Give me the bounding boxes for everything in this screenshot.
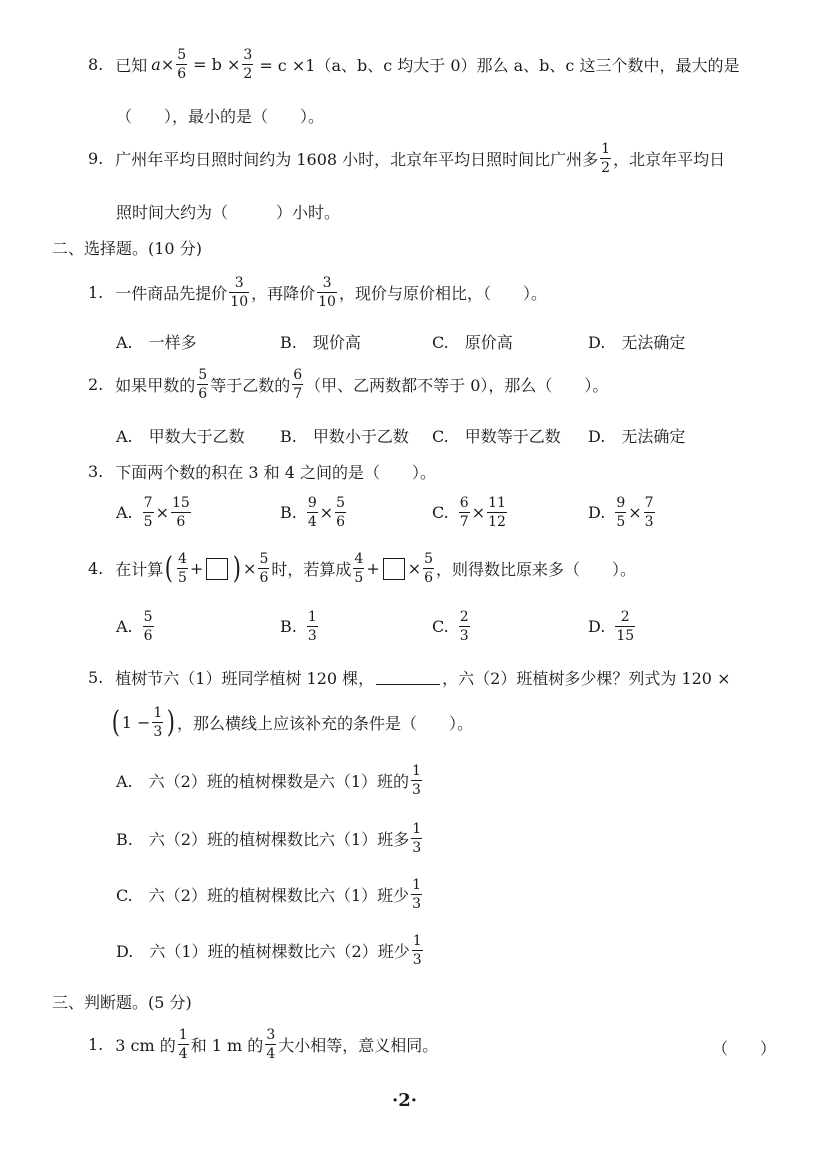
option-c <box>432 496 509 529</box>
question-text: ，则得数比原来多（ ）。 <box>436 560 637 579</box>
question-number: 3. <box>88 462 104 481</box>
option-b <box>280 496 348 529</box>
option-d <box>588 610 637 643</box>
option-letter: D. <box>588 503 606 522</box>
question-number: 8. <box>88 55 104 74</box>
option-d <box>116 934 425 967</box>
option-b <box>280 610 320 643</box>
fraction: $\frac{1}{3}$ <box>412 933 422 968</box>
option-a: A. 一样多 <box>116 333 197 352</box>
question-9 <box>88 142 725 175</box>
fraction: $\frac{9}{5}$ <box>616 495 626 530</box>
fraction: $\frac{3}{10}$ <box>318 275 336 310</box>
question-text: 时，若算成 <box>271 560 352 579</box>
fraction: $\frac{1}{3}$ <box>153 705 163 740</box>
choice-question-2 <box>88 368 608 401</box>
option-c <box>116 878 424 911</box>
option-letter: D. <box>588 617 606 636</box>
question-text: 一件商品先提价 <box>115 284 228 303</box>
choice-question-4 <box>88 552 636 585</box>
fraction: $\frac{1}{3}$ <box>412 877 422 912</box>
option-letter: A. <box>116 503 133 522</box>
option-b: B. 现价高 <box>280 333 361 352</box>
fraction: $\frac{6}{7}$ <box>459 495 469 530</box>
fraction: $\frac{7}{3}$ <box>644 495 654 530</box>
fraction: $\frac{1}{2}$ <box>601 141 611 176</box>
option-letter: B. <box>280 503 297 522</box>
fraction: $\frac{1}{3}$ <box>412 763 421 798</box>
times-sign: × <box>319 503 334 522</box>
answer-blanks: （ ），最小的是（ ）。 <box>116 107 325 126</box>
fraction: $\frac{7}{5}$ <box>143 495 153 530</box>
question-number: 1. <box>88 1035 104 1054</box>
question-text: 3 cm 的 <box>115 1036 176 1055</box>
question-text: ，六（2）班植树多少棵？列式为 120 × <box>442 669 731 688</box>
fraction: $\frac{5}{6}$ <box>143 609 153 644</box>
question-text: 广州年平均日照时间约为 1608 小时，北京年平均日照时间比广州多 <box>115 150 599 169</box>
times-sign: × <box>243 559 257 578</box>
answer-parens: （ ） <box>712 1039 777 1058</box>
option-letter: B. <box>280 617 297 636</box>
option-a: A. 甲数大于乙数 <box>116 427 245 446</box>
option-letter: A. <box>116 617 133 636</box>
blank-box <box>206 558 228 580</box>
fill-in-blank <box>376 670 440 685</box>
fraction: $\frac{1}{3}$ <box>412 821 422 856</box>
question-text: 下面两个数的积在 3 和 4 之间的是（ ）。 <box>115 463 436 482</box>
option-a <box>116 496 193 529</box>
question-text: 已知 <box>115 56 148 75</box>
option-a <box>116 610 156 643</box>
question-text: 在计算 <box>115 560 164 579</box>
choice-question-1 <box>88 276 547 309</box>
question-number: 1. <box>88 283 104 302</box>
page-number: ·2· <box>392 1090 418 1111</box>
question-text: = c ×1（a、b、c 均大于 0）那么 a、b、c 这三个数中，最大的是 <box>259 56 740 75</box>
question-9-line2 <box>116 200 340 223</box>
section-heading-choice: 二、选择题。(10 分) <box>52 239 202 258</box>
question-text: 大小相等，意义相同。 <box>278 1036 439 1055</box>
expression: 1 − <box>121 713 151 732</box>
option-c: C. 甲数等于乙数 <box>432 427 561 446</box>
option-letter: C. <box>432 617 449 636</box>
fraction: $\frac{1}{3}$ <box>307 609 317 644</box>
fraction: $\frac{4}{5}$ <box>178 551 187 586</box>
question-number: 5. <box>88 668 104 687</box>
times-sign: × <box>471 503 486 522</box>
question-text: ，再降价 <box>251 284 316 303</box>
question-8-line2 <box>116 104 324 127</box>
times-sign: × <box>628 503 642 522</box>
choice-question-5 <box>88 666 730 689</box>
fraction: $\frac{3}{10}$ <box>230 275 249 310</box>
question-text: 等于乙数的 <box>210 376 291 395</box>
question-text: 如果甲数的 <box>115 376 196 395</box>
judgement-question-1 <box>88 1028 438 1061</box>
left-paren: ( <box>111 704 120 740</box>
fraction: $\frac{3}{4}$ <box>266 1027 276 1062</box>
fraction: $\frac{5}{6}$ <box>424 551 434 586</box>
fraction: $\frac{2}{15}$ <box>616 609 635 644</box>
option-text: C. 六（2）班的植树棵数比六（1）班少 <box>116 886 410 905</box>
times-sign: × <box>155 503 169 522</box>
fraction: $\frac{2}{3}$ <box>459 609 469 644</box>
option-text: B. 六（2）班的植树棵数比六（1）班多 <box>116 830 410 849</box>
fraction: $\frac{3}{2}$ <box>243 47 253 82</box>
option-d: D. 无法确定 <box>588 333 686 352</box>
option-a <box>116 764 424 797</box>
fraction: $\frac{1}{4}$ <box>178 1027 188 1062</box>
fraction: $\frac{11}{12}$ <box>488 495 506 530</box>
option-d <box>588 496 657 529</box>
right-paren: ) <box>233 550 242 586</box>
choice-question-5-line2 <box>110 706 473 739</box>
times-sign: × <box>160 55 175 74</box>
plus-sign: + <box>366 559 380 578</box>
option-b <box>116 822 424 855</box>
question-text: 和 1 m 的 <box>190 1036 264 1055</box>
plus-sign: + <box>189 559 204 578</box>
left-paren: ( <box>165 550 174 586</box>
option-text: D. 六（1）班的植树棵数比六（2）班少 <box>116 942 410 961</box>
option-b: B. 甲数小于乙数 <box>280 427 409 446</box>
variable-a: a <box>151 55 161 74</box>
question-number: 9. <box>88 149 104 168</box>
fraction: $\frac{5}{6}$ <box>198 367 208 402</box>
fraction: $\frac{5}{6}$ <box>177 47 187 82</box>
right-paren: ) <box>167 704 176 740</box>
question-text: ，北京年平均日 <box>613 150 726 169</box>
option-d: D. 无法确定 <box>588 427 686 446</box>
option-c: C. 原价高 <box>432 333 513 352</box>
fraction: $\frac{9}{4}$ <box>307 495 317 530</box>
question-text: 植树节六（1）班同学植树 120 棵， <box>115 669 375 688</box>
choice-question-3 <box>88 460 436 483</box>
question-text: = b × <box>193 55 241 74</box>
question-text: （甲、乙两数都不等于 0），那么（ ）。 <box>305 376 609 395</box>
option-letter: C. <box>432 503 449 522</box>
blank-box <box>383 558 405 580</box>
answer-blank: 照时间大约为（ ）小时。 <box>116 203 341 222</box>
fraction: $\frac{5}{6}$ <box>336 495 346 530</box>
section-heading-judgement: 三、判断题。(5 分) <box>52 993 192 1012</box>
times-sign: × <box>407 559 422 578</box>
question-8 <box>88 48 739 81</box>
question-text: ，现价与原价相比，（ ）。 <box>338 284 547 303</box>
option-c <box>432 610 472 643</box>
question-number: 2. <box>88 375 104 394</box>
question-number: 4. <box>88 559 104 578</box>
question-text: ，那么横线上应该补充的条件是（ ）。 <box>177 714 474 733</box>
option-text: A. 六（2）班的植树棵数是六（1）班的 <box>116 772 410 791</box>
fraction: $\frac{5}{6}$ <box>259 551 269 586</box>
fraction: $\frac{4}{5}$ <box>354 551 364 586</box>
fraction: $\frac{15}{6}$ <box>171 495 190 530</box>
fraction: $\frac{6}{7}$ <box>293 367 303 402</box>
